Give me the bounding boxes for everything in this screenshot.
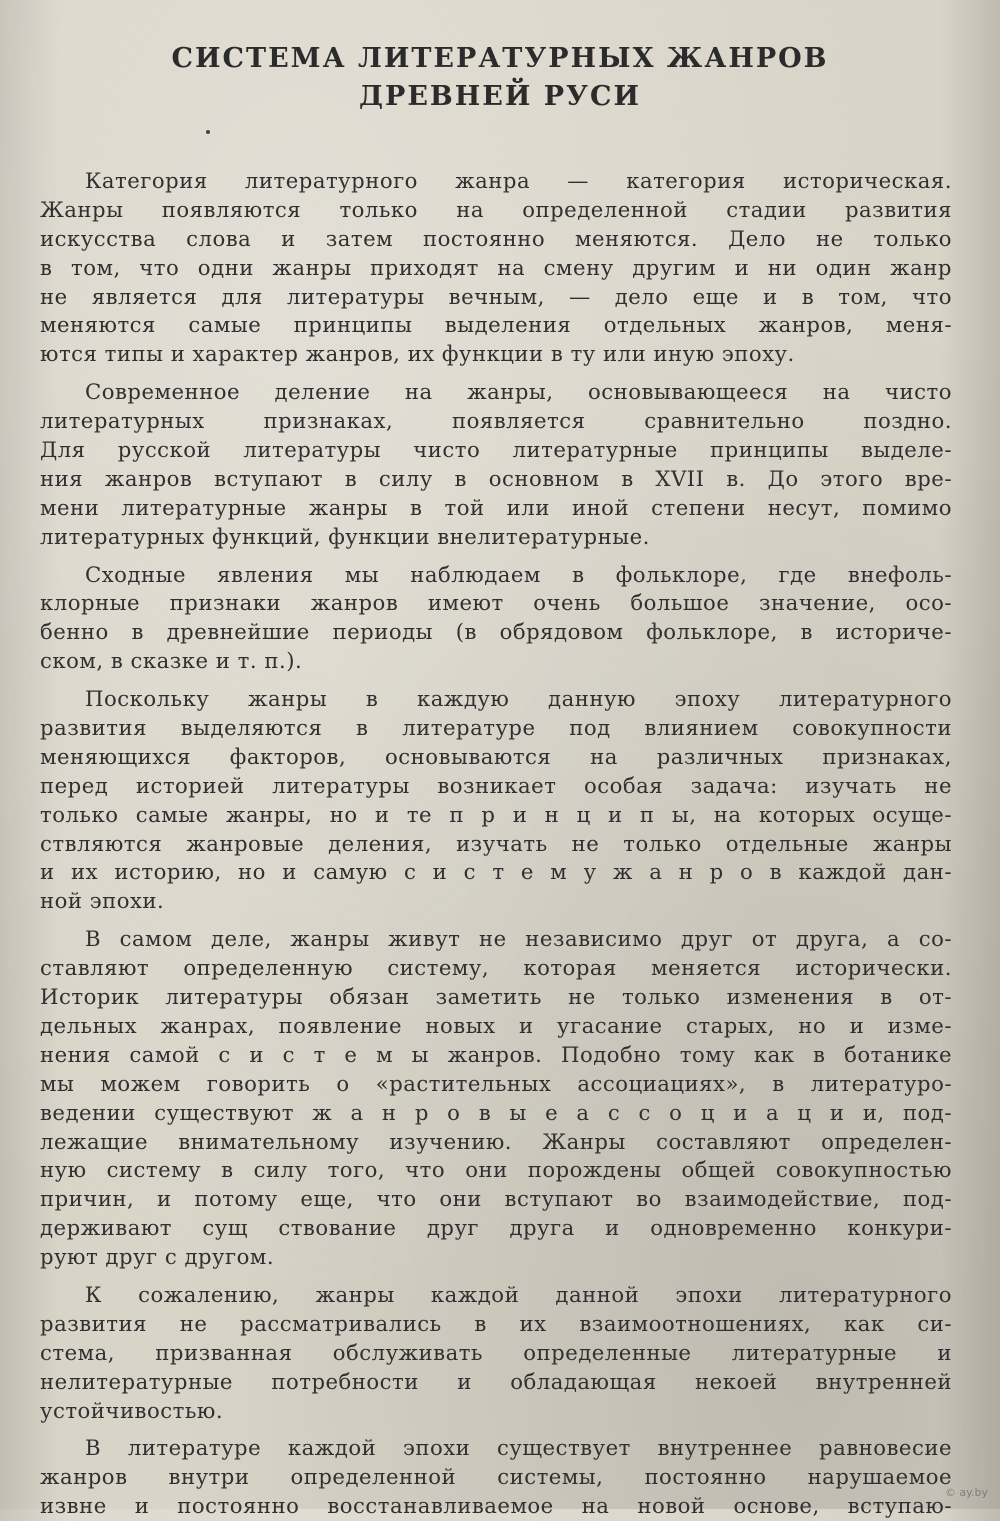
text-line: Жанры появляются только на определенной стадии развития <box>40 196 952 222</box>
text-line: В самом деле, жанры живут не независимо друг от друга, а со- <box>85 926 952 952</box>
text-line: литературных функций, функции внелитературные. <box>40 523 650 549</box>
text-line: К сожалению, жанры каждой данной эпохи литературного <box>85 1281 952 1307</box>
chapter-title-line-2: ДРЕВНЕЙ РУСИ <box>359 81 641 112</box>
text-line: ском, в сказке и т. п.). <box>40 648 303 674</box>
watermark: © ay.by <box>944 1486 988 1499</box>
text-line: развития не рассматривались в их взаимоотношениях, как си- <box>40 1310 952 1336</box>
text-line: нелитературные потребности и обладающая некоей внутренней <box>40 1368 952 1394</box>
text-line: В литературе каждой эпохи существует внутреннее равновесие <box>85 1435 952 1461</box>
paragraph-gap <box>40 676 952 685</box>
text-line: ются типы и характер жанров, их функции в ту или иную эпоху. <box>40 341 795 367</box>
body-text <box>40 167 952 1521</box>
ink-speck <box>206 130 210 134</box>
text-line: в том, что одни жанры приходят на смену другим и ни один жанр <box>40 254 952 280</box>
text-line: ствляются жанровые деления, изучать не только отдельные жанры <box>40 830 952 856</box>
text-line: стема, призванная обслуживать определенные литературные и <box>40 1339 952 1365</box>
paragraph-gap <box>40 552 952 561</box>
text-line: бенно в древнейшие периоды (в обрядовом фольклоре, в историче- <box>40 619 952 645</box>
text-line: ния жанров вступают в силу в основном в XVII в. До этого вре- <box>40 465 952 491</box>
text-line: литературных признаках, появляется сравнительно поздно. <box>40 408 952 434</box>
text-line: руют друг с другом. <box>40 1244 275 1270</box>
text-line: Историк литературы обязан заметить не только изменения в от- <box>40 984 952 1010</box>
text-line: нения самой с и с т е м ы жанров. Подобно тому как в ботанике <box>40 1041 952 1067</box>
text-line: клорные признаки жанров имеют очень большое значение, осо- <box>40 590 952 616</box>
text-line: Для русской литературы чисто литературные принципы выделе- <box>40 437 952 463</box>
paragraph-gap <box>40 916 952 925</box>
text-line: ную систему в силу того, что они порождены общей совокупностью <box>40 1157 952 1183</box>
text-line: мени литературные жанры в той или иной степени несут, помимо <box>40 494 952 520</box>
text-line: извне и постоянно восстанавливаемое на новой основе, вступаю- <box>40 1493 952 1519</box>
text-line: развития выделяются в литературе под влиянием совокупности <box>40 715 952 741</box>
text-line: Поскольку жанры в каждую данную эпоху литературного <box>85 686 952 712</box>
text-line: перед историей литературы возникает особая задача: изучать не <box>40 772 952 798</box>
chapter-title-line-1: СИСТЕМА ЛИТЕРАТУРНЫХ ЖАНРОВ <box>171 43 829 74</box>
text-line: не является для литературы вечным, — дело еще и в том, что <box>40 283 952 309</box>
text-line: лежащие внимательному изучению. Жанры составляют определен- <box>40 1128 952 1154</box>
text-line: ставляют определенную систему, которая меняется исторически. <box>40 955 952 981</box>
text-line: устойчивостью. <box>40 1397 224 1423</box>
text-line: ной эпохи. <box>40 888 165 914</box>
paragraph-gap <box>40 369 952 378</box>
text-line: Современное деление на жанры, основывающееся на чисто <box>85 379 952 405</box>
paragraph-gap <box>40 1425 952 1434</box>
text-line: меняются самые принципы выделения отдельных жанров, меня- <box>40 312 952 338</box>
text-line: только самые жанры, но и те п р и н ц и п ы, на которых осуще- <box>40 801 952 827</box>
text-line: меняющихся факторов, основываются на различных признаках, <box>40 743 952 769</box>
text-line: мы можем говорить о «растительных ассоциациях», в литературо- <box>40 1070 952 1096</box>
text-line: причин, и потому еще, что они вступают во взаимодействие, под- <box>40 1186 952 1212</box>
text-line: Сходные явления мы наблюдаем в фольклоре, где внефоль- <box>85 561 952 587</box>
text-line: Категория литературного жанра — категория историческая. <box>85 168 952 193</box>
chapter-title <box>0 40 1000 116</box>
text-line: держивают сущ ствование друг друга и одновременно конкури- <box>40 1215 952 1241</box>
text-line: жанров внутри определенной системы, постоянно нарушаемое <box>40 1464 952 1490</box>
text-line: ведении существуют ж а н р о в ы е а с с о ц и а ц и и, под- <box>40 1099 952 1125</box>
text-line: и их историю, но и самую с и с т е м у ж а н р о в каждой дан- <box>40 859 952 885</box>
text-line: дельных жанрах, появление новых и угасание старых, но и изме- <box>40 1012 952 1038</box>
text-line: искусства слова и затем постоянно меняются. Дело не только <box>40 225 952 251</box>
paragraph-gap <box>40 1272 952 1281</box>
